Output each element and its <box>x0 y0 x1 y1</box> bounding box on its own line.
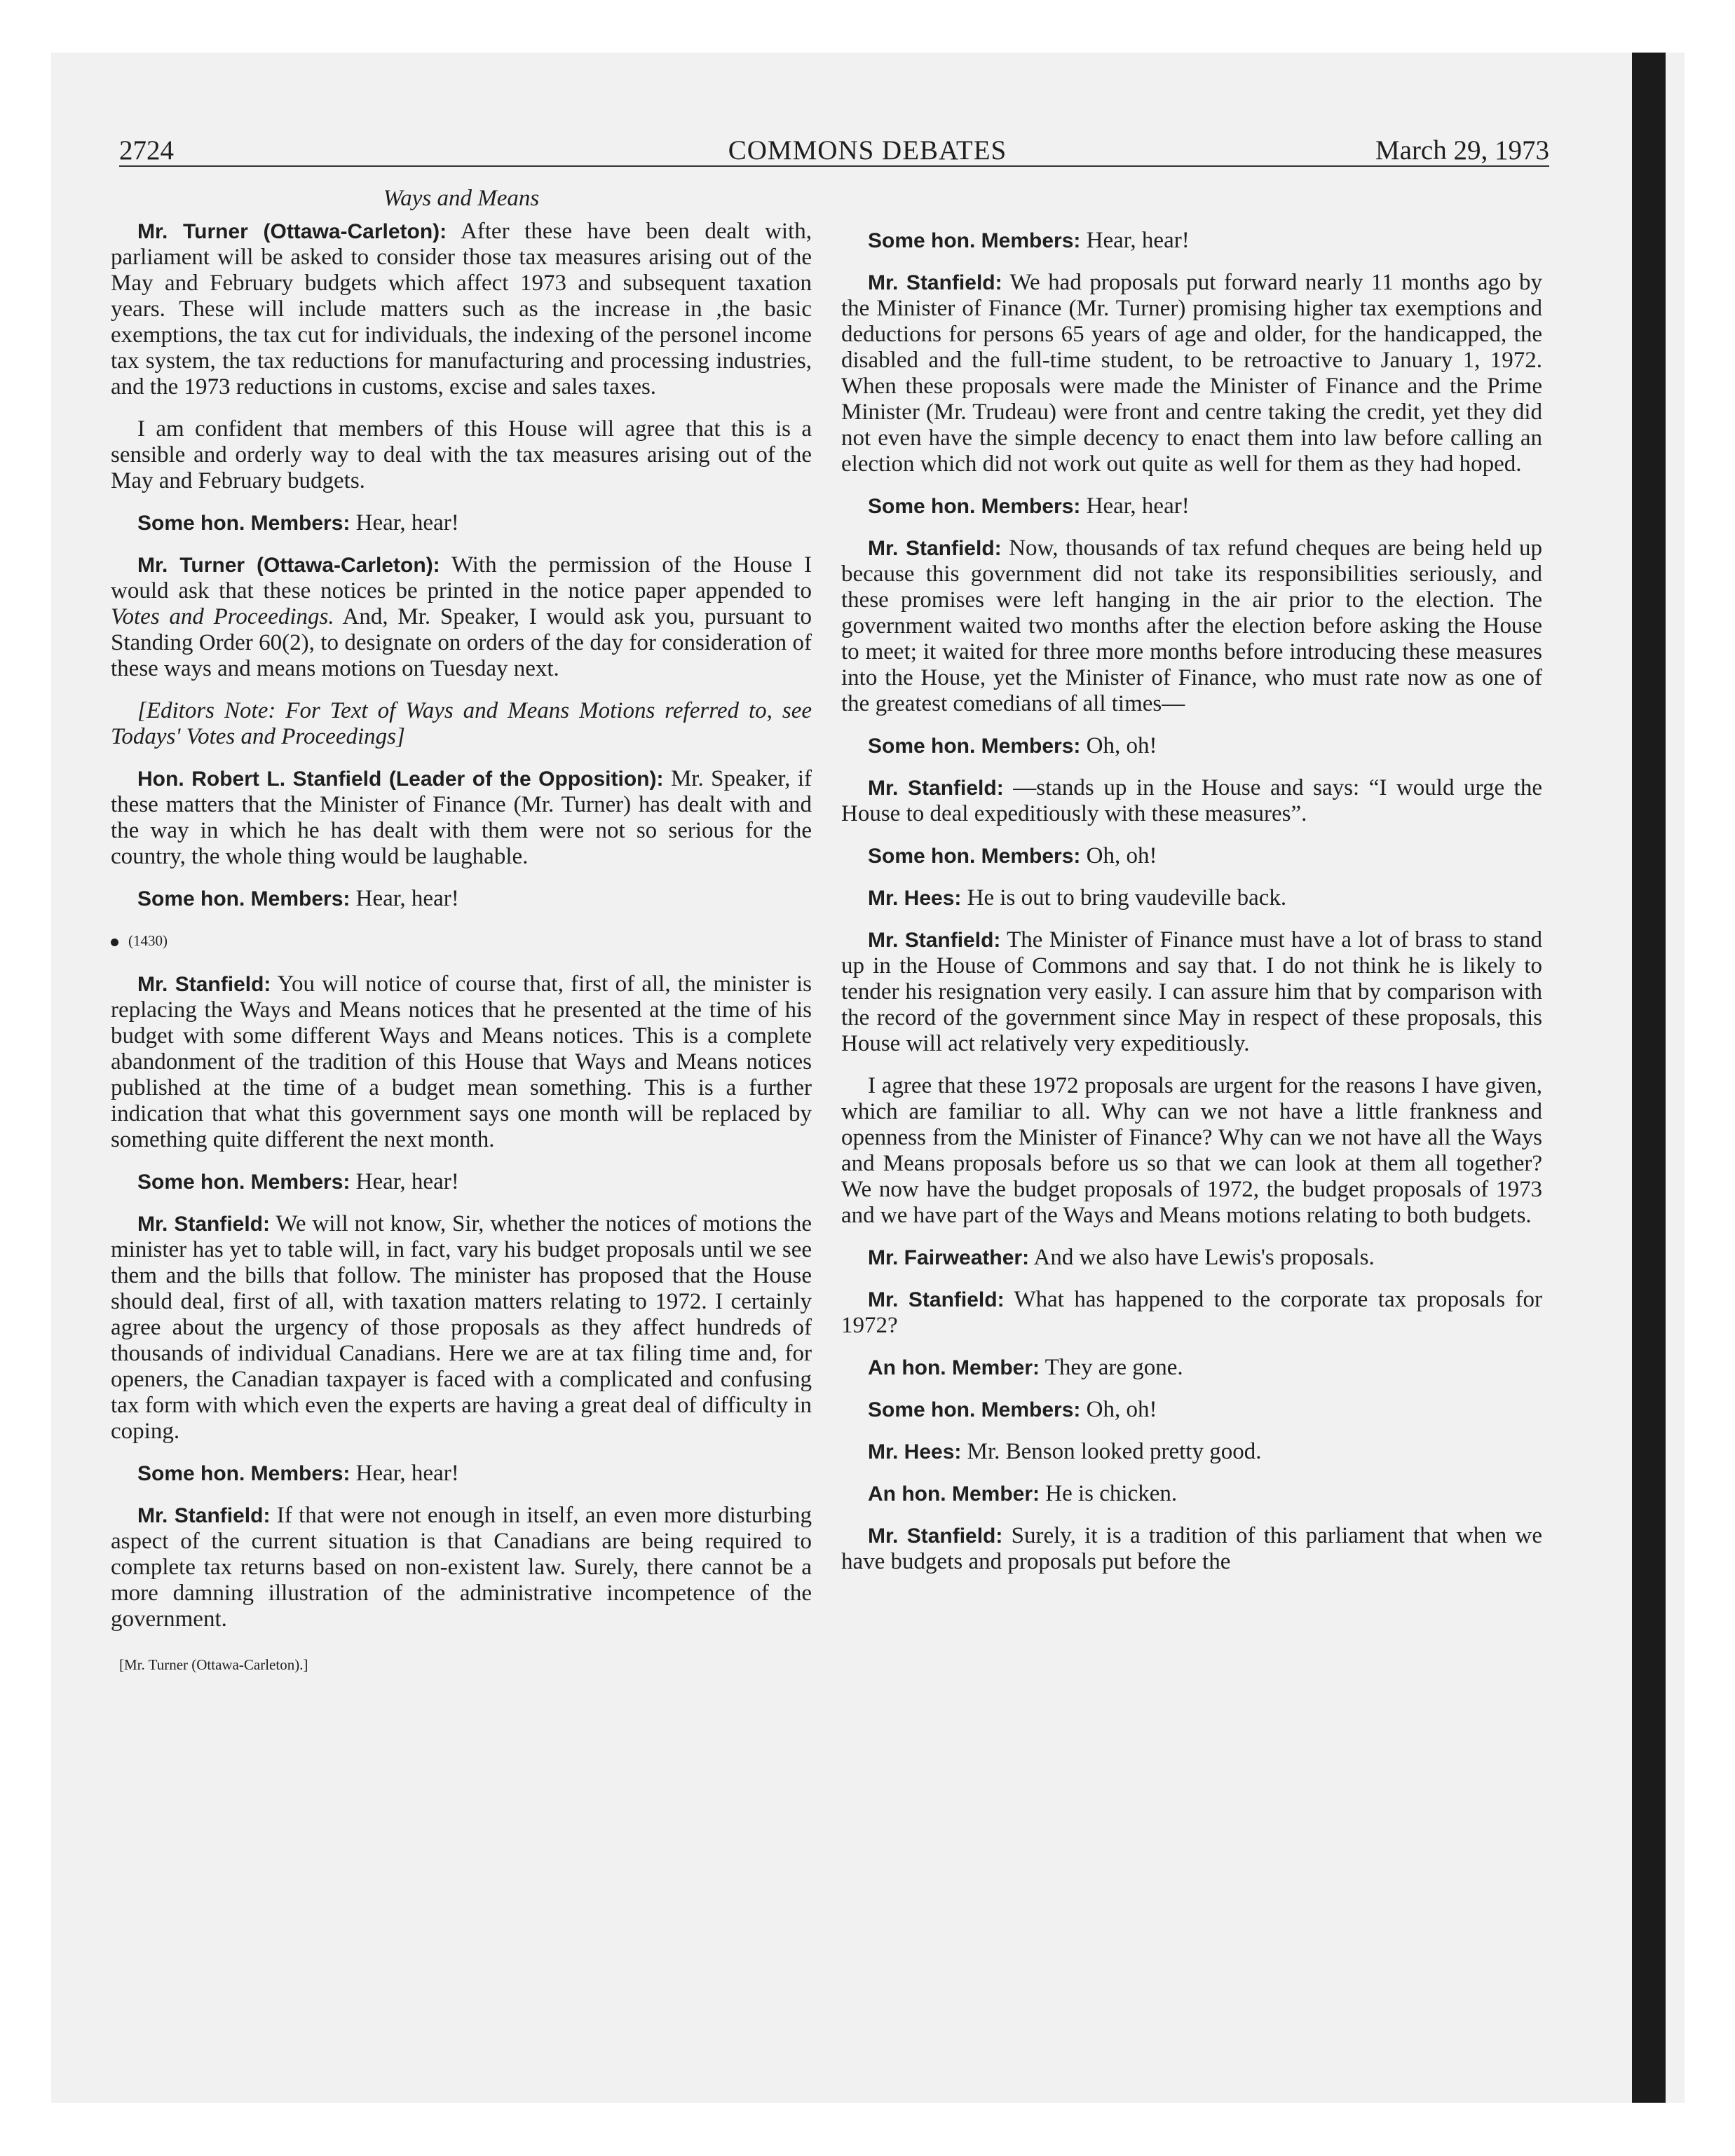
speaker-name: Mr. Stanfield: <box>137 1213 270 1236</box>
speech-text: Hear, hear! <box>1086 228 1190 253</box>
speaker-name: Some hon. Members: <box>137 887 351 910</box>
speaker-name: An hon. Member: <box>868 1356 1040 1379</box>
speech-text: Hear, hear! <box>355 1461 459 1486</box>
speech-text: With the permission of the House I would ask that these notices be printed in the notice paper appended to <box>111 552 812 603</box>
speech-text: After these have been dealt with, parliament will be asked to consider those tax measures arising out of the May and February budgets which affect 1973 and subsequent taxation years. These will include matters such as the increase in ,the basic exemptions, the tax cut for individuals, the indexing of the personel income tax system, the tax reductions for manufacturing and processing industries, and the 1973 reductions in customs, excise and sales taxes. <box>111 219 812 400</box>
time-marker: (1430) <box>111 928 812 954</box>
speaker-name: Mr. Stanfield: <box>868 1288 1005 1311</box>
editors-note: [Editors Note: For Text of Ways and Means Motions referred to, see Todays' Votes and Proceedings] <box>111 698 812 749</box>
paragraph <box>111 510 812 536</box>
paragraph <box>841 493 1542 519</box>
paragraph <box>841 927 1542 1057</box>
speaker-name: Some hon. Members: <box>868 1398 1081 1421</box>
speaker-name: Some hon. Members: <box>868 845 1081 868</box>
speaker-name: Mr. Stanfield: <box>868 537 1002 560</box>
page-number: 2724 <box>119 135 174 165</box>
speech-text: If that were not enough in itself, an even more disturbing aspect of the current situation is that Canadians are being required to complete tax returns based on non-existent law. Surely, there cannot be a more damning illustration of the administrative incompetence of the government. <box>111 1503 812 1632</box>
paragraph <box>841 535 1542 717</box>
speaker-name: Mr. Turner (Ottawa-Carleton): <box>137 220 447 243</box>
paragraph <box>841 1481 1542 1507</box>
speech-text: Hear, hear! <box>355 886 459 911</box>
speaker-name: Some hon. Members: <box>868 735 1081 758</box>
speaker-name: Mr. Stanfield: <box>868 271 1002 294</box>
paragraph <box>841 228 1542 254</box>
bullet-icon <box>111 939 118 946</box>
paragraph <box>841 1397 1542 1423</box>
paragraph <box>111 766 812 870</box>
speech-text: We had proposals put forward nearly 11 months ago by the Minister of Finance (Mr. Turner) promising higher tax exemptions and deductions for persons 65 years of age and older, for the handicapped, the disabled and the full-time student, to be retroactive to January 1, 1972. When these proposals were made the Minister of Finance and the Prime Minister (Mr. Trudeau) were front and centre taking the credit, yet they did not even have the simple decency to enact them into law before calling an election which did not work out quite as well for them as they had hoped. <box>841 270 1542 477</box>
paragraph <box>111 1169 812 1195</box>
speaker-name: Mr. Hees: <box>868 887 962 910</box>
italic-reference: Votes and Proceedings. <box>111 604 334 629</box>
speech-text: What has happened to the corporate tax proposals for 1972? <box>841 1287 1543 1338</box>
paragraph <box>841 733 1542 759</box>
paragraph <box>841 885 1542 911</box>
speaker-name: Some hon. Members: <box>137 1462 351 1485</box>
speech-text: Oh, oh! <box>1086 843 1157 868</box>
paragraph <box>111 1211 812 1445</box>
speech-text: Surely, it is a tradition of this parliament that when we have budgets and proposals put before the <box>841 1523 1542 1574</box>
speaker-name: Hon. Robert L. Stanfield (Leader of the Opposition): <box>137 767 664 791</box>
paragraph <box>841 1439 1542 1465</box>
speech-text: Oh, oh! <box>1086 1397 1157 1422</box>
paragraph <box>111 1503 812 1632</box>
paragraph <box>111 416 812 494</box>
paragraph <box>841 1287 1542 1339</box>
paragraph <box>841 1355 1542 1381</box>
speaker-footnote: [Mr. Turner (Ottawa-Carleton).] <box>119 1656 308 1673</box>
left-column <box>111 186 812 1694</box>
speech-text: And we also have Lewis's proposals. <box>1033 1245 1375 1270</box>
speech-text: I am confident that members of this House will agree that this is a sensible and orderly way to deal with the tax measures arising out of the May and February budgets. <box>111 416 812 493</box>
paragraph <box>111 219 812 400</box>
speech-text: Hear, hear! <box>355 1169 459 1194</box>
paragraph <box>111 552 812 682</box>
speaker-name: Mr. Stanfield: <box>137 1504 271 1527</box>
publication-date: March 29, 1973 <box>1375 135 1549 165</box>
paragraph <box>841 775 1542 827</box>
header-rule <box>119 165 1549 167</box>
speech-text: He is out to bring vaudeville back. <box>967 885 1287 910</box>
speaker-name: Mr. Hees: <box>868 1440 962 1464</box>
speech-text: They are gone. <box>1045 1355 1183 1380</box>
paragraph <box>111 886 812 912</box>
paragraph <box>841 843 1542 869</box>
speech-text: Oh, oh! <box>1086 733 1157 758</box>
section-heading: Ways and Means <box>383 186 540 211</box>
speaker-name: Mr. Stanfield: <box>868 929 1001 952</box>
speech-text: Mr. Benson looked pretty good. <box>967 1439 1262 1464</box>
speech-text: You will notice of course that, first of all, the minister is replacing the Ways and Means notices that he presented at the time of his budget with some different Ways and Means notices. This is a complete abandonment of the tradition of this House that Ways and Means notices published at the time of a budget mean something. This is a further indication that what this government says one month will be replaced by something quite different the next month. <box>111 971 812 1152</box>
speech-text: Hear, hear! <box>355 510 459 535</box>
right-column <box>841 186 1542 1591</box>
speaker-name: Mr. Stanfield: <box>868 777 1004 800</box>
paragraph <box>841 1245 1542 1271</box>
publication-title: COMMONS DEBATES <box>728 135 1007 165</box>
speech-text: And, Mr. Speaker, I would ask you, pursuant to Standing Order 60(2), to designate on orders of the day for consideration of these ways and means motions on Tuesday next. <box>111 604 812 681</box>
paragraph <box>841 1523 1542 1575</box>
speech-text: Now, thousands of tax refund cheques are being held up because this government did not take its responsibilities seriously, and these promises were left hanging in the air prior to the election. The government waited two months after the election before asking the House to meet; it waited for three more months before introducing these measures into the House, yet the Minister of Finance, who must rate now as one of the greatest comedians of all times— <box>841 535 1542 716</box>
speaker-name: An hon. Member: <box>868 1482 1040 1506</box>
speaker-name: Mr. Stanfield: <box>137 973 271 996</box>
paragraph <box>111 1461 812 1487</box>
speaker-name: Mr. Fairweather: <box>868 1246 1030 1269</box>
speech-text: I agree that these 1972 proposals are urgent for the reasons I have given, which are familiar to all. Why can we not have a little frankness and openness from the Minister of Finance? Why can we not have all the Ways and Means proposals before us so that we can look at them all together? We now have the budget proposals of 1972, the budget proposals of 1973 and we have part of the Ways and Means motions relating to both budgets. <box>841 1073 1542 1228</box>
paragraph <box>841 270 1542 477</box>
speaker-name: Some hon. Members: <box>868 495 1081 518</box>
scan-edge-shadow <box>1632 53 1666 2103</box>
speech-text: Hear, hear! <box>1086 493 1190 519</box>
speaker-name: Mr. Turner (Ottawa-Carleton): <box>137 554 440 577</box>
speaker-name: Some hon. Members: <box>137 512 351 535</box>
speech-text: He is chicken. <box>1045 1481 1178 1506</box>
speaker-name: Some hon. Members: <box>868 229 1081 252</box>
paragraph <box>111 971 812 1153</box>
speaker-name: Some hon. Members: <box>137 1171 351 1194</box>
speaker-name: Mr. Stanfield: <box>868 1524 1003 1548</box>
speech-text: We will not know, Sir, whether the notices of motions the minister has yet to table will, in fact, vary his budget proposals until we see them and the bills that follow. The minister has proposed that the House should deal, first of all, with taxation matters relating to 1972. I certainly agree about the urgency of those proposals as they affect hundreds of thousands of individual Canadians. Here we are at tax filing time and, for openers, the Canadian taxpayer is faced with a complicated and confusing tax form with which even the experts are having a great deal of difficulty in coping. <box>111 1211 812 1444</box>
speech-text: Mr. Speaker, if these matters that the Minister of Finance (Mr. Turner) has dealt with and the way in which he has dealt with them were not so serious for the country, the whole thing would be laughable. <box>111 766 812 869</box>
paragraph <box>841 1073 1542 1229</box>
speech-text: —stands up in the House and says: “I would urge the House to deal expeditiously with these measures”. <box>841 775 1542 826</box>
speech-text: The Minister of Finance must have a lot of brass to stand up in the House of Commons and say that. I do not think he is likely to tender his resignation very easily. I can assure him that by comparison with the record of the government since May in respect of these proposals, this House will act relatively very expeditiously. <box>841 927 1542 1056</box>
